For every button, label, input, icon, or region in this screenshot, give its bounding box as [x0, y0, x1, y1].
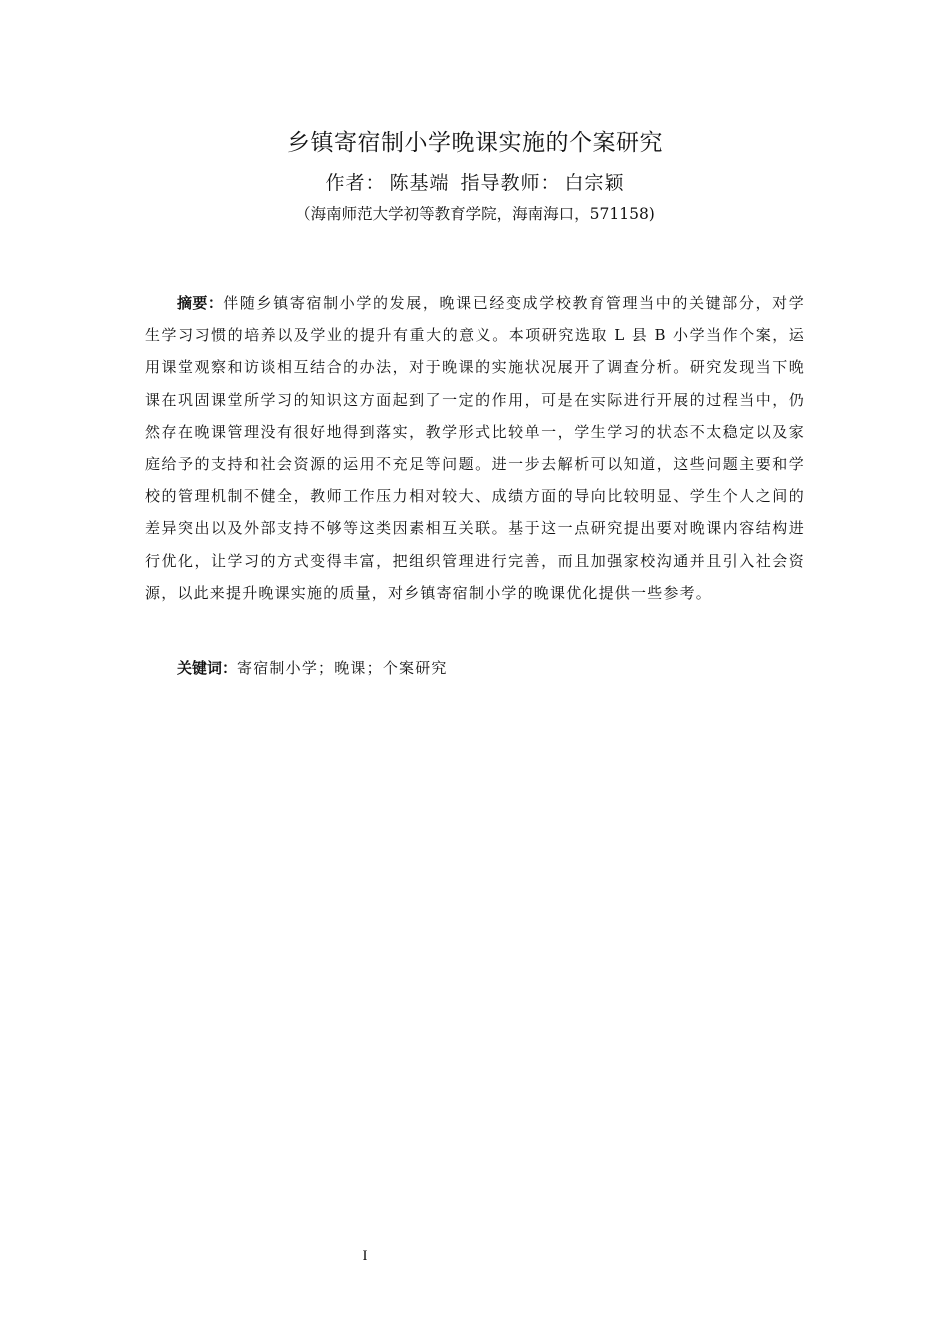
author-name: 陈基端	[389, 172, 450, 194]
affiliation: （海南师范大学初等教育学院，海南海口，571158)	[295, 205, 655, 223]
keywords-line	[177, 655, 797, 681]
abstract-paragraph	[145, 287, 805, 609]
keywords-label: 关键词：	[177, 659, 238, 677]
author-label: 作者：	[325, 172, 386, 194]
author-line	[0, 170, 950, 196]
advisor-label: 指导教师：	[460, 172, 561, 194]
paper-title: 乡镇寄宿制小学晚课实施的个案研究	[287, 130, 663, 156]
keywords-text: 寄宿制小学；晚课；个案研究	[237, 659, 448, 677]
abstract-text: 伴随乡镇寄宿制小学的发展，晚课已经变成学校教育管理当中的关键部分，对学生学习习惯的培养以及学业的提升有重大的意义。本项研究选取 L 县 B 小学当作个案，运用课堂观察和访谈相互结合的办法，对于晚课的实施状况展开了调查分析。研究发现当下晚课在巩固课堂所学习的知识这方面起到了一定的作用，可是在实际进行开展的过程当中，仍然存在晚课管理没有很好地得到落实，教学形式比较单一，学生学习的状态不太稳定以及家庭给予的支持和社会资源的运用不充足等问题。进一步去解析可以知道，这些问题主要和学校的管理机制不健全，教师工作压力相对较大、成绩方面的导向比较明显、学生个人之间的差异突出以及外部支持不够等这类因素相互关联。基于这一点研究提出要对晚课内容结构进行优化，让学习的方式变得丰富，把组织管理进行完善，而且加强家校沟通并且引入社会资源，以此来提升晚课实施的质量，对乡镇寄宿制小学的晚课优化提供一些参考。	[145, 294, 805, 602]
page-number: I	[362, 1248, 368, 1264]
advisor-name: 白宗颖	[564, 172, 625, 194]
abstract-label: 摘要：	[177, 294, 224, 312]
